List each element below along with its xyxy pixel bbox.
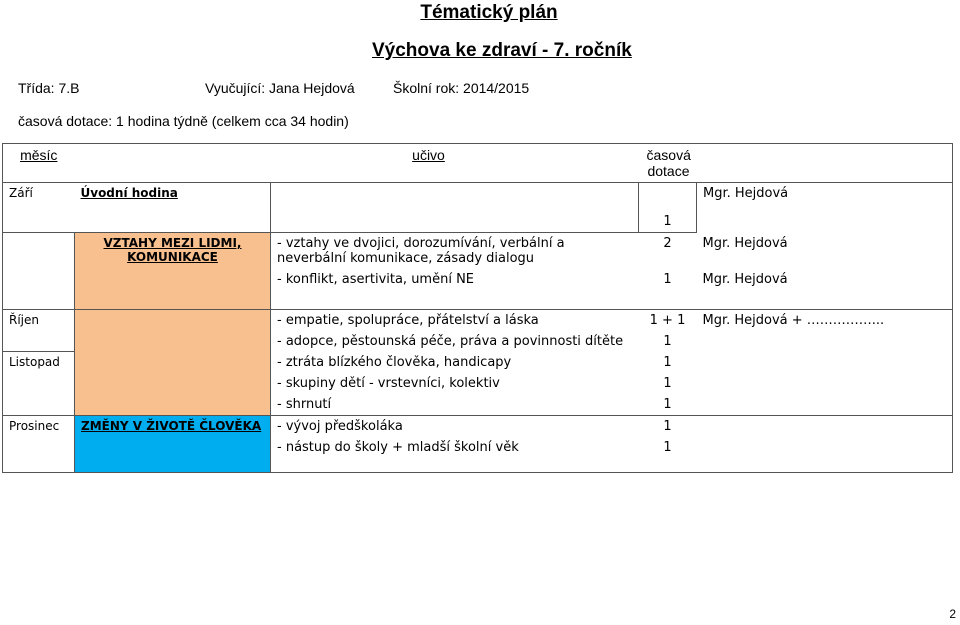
time-cell: 1	[663, 354, 672, 370]
school-year-label: Školní rok: 2014/2015	[393, 80, 530, 96]
document-subtitle: Výchova ke zdraví - 7. ročník	[372, 40, 632, 61]
content-cell: - skupiny dětí - vrstevníci, kolektiv	[277, 375, 500, 391]
plan-table	[2, 143, 953, 473]
teacher-cell	[697, 352, 953, 373]
content-cell	[271, 183, 639, 233]
month-cell	[3, 233, 75, 310]
teacher-cell: Mgr. Hejdová	[697, 269, 953, 309]
content-cell: - nástup do školy + mladší školní věk	[271, 437, 639, 473]
header-month: měsíc	[3, 144, 75, 183]
content-cell: - vztahy ve dvojici, dorozumívání, verbální a neverbální komunikace, zásady dialogu	[271, 233, 639, 270]
teacher-cell	[697, 331, 953, 352]
teacher-label: Vyučující: Jana Hejdová	[205, 80, 355, 96]
table-header-row	[3, 144, 953, 183]
content-cell: - konflikt, asertivita, umění NE	[277, 272, 475, 287]
content-cell: - shrnutí	[277, 396, 332, 412]
topic-cell: ZMĚNY V ŽIVOTĚ ČLOVĚKA	[75, 415, 271, 473]
content-cell: - adopce, pěstounská péče, práva a povinnosti dítěte	[277, 333, 624, 349]
class-label: Třída: 7.B	[18, 80, 80, 96]
time-cell: 1	[639, 437, 697, 473]
header-content: učivo	[75, 144, 639, 183]
table-row	[3, 309, 953, 331]
time-cell: 1 + 1	[639, 309, 697, 331]
time-cell: 1	[639, 183, 697, 233]
teacher-cell: Mgr. Hejdová + ……………...	[697, 309, 953, 331]
month-cell: Prosinec	[3, 415, 75, 473]
time-cell: 1	[663, 272, 672, 287]
teacher-cell	[697, 437, 953, 473]
topic-cell: Úvodní hodina	[75, 183, 271, 233]
time-cell: 1	[663, 396, 672, 412]
time-cell: 1	[639, 415, 697, 437]
table-row	[3, 415, 953, 437]
month-cell: Září	[3, 183, 75, 233]
time-cell: 1	[663, 375, 672, 391]
teacher-cell: Mgr. Hejdová	[697, 183, 953, 233]
time-cell: 1	[663, 333, 672, 349]
month-cell: Říjen	[3, 309, 75, 352]
content-cell: - empatie, spolupráce, přátelství a láska	[271, 309, 639, 331]
document-title: Tématický plán	[420, 2, 558, 23]
teacher-cell	[697, 373, 953, 394]
teacher-cell	[697, 394, 953, 416]
month-cell: Listopad	[3, 352, 75, 416]
teacher-cell: Mgr. Hejdová	[697, 233, 953, 270]
teacher-cell	[697, 415, 953, 437]
topic-cell: VZTAHY MEZI LIDMI, KOMUNIKACE	[75, 233, 271, 310]
time-allocation-label: časová dotace: 1 hodina týdně (celkem cca 34 hodin)	[18, 113, 349, 129]
content-cell: - vývoj předškoláka	[271, 415, 639, 437]
table-row	[3, 233, 953, 270]
table-row	[3, 183, 953, 233]
page-number: 2	[949, 607, 956, 621]
header-time: časová dotace	[639, 144, 953, 183]
time-cell: 2	[639, 233, 697, 270]
topic-cell	[75, 309, 271, 415]
content-cell: - ztráta blízkého člověka, handicapy	[277, 354, 512, 370]
